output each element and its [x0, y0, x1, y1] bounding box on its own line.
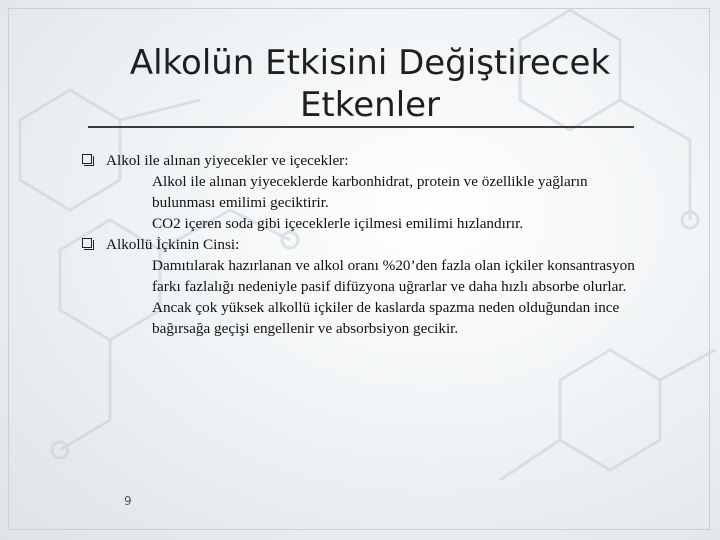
sub-item: Alkol ile alınan yiyeceklerde karbonhidrat, protein ve özellikle yağların bulunması emilimi geciktirir. [152, 173, 588, 211]
bullet-label: Alkol ile alınan yiyecekler ve içecekler: [106, 152, 349, 169]
bullet-label: Alkollü İçkinin Cinsi: [106, 236, 240, 253]
sub-item: Damıtılarak hazırlanan ve alkol oranı %20’den fazla olan içkiler konsantrasyon farkı fazlalığı nedeniyle pasif difüzyona uğrarlar ve daha hızlı absorbe olurlar. [152, 257, 635, 295]
bullet-item [82, 150, 642, 171]
slide-title [90, 42, 650, 126]
page-number: 9 [124, 494, 132, 508]
checkbox-bullet-icon [82, 238, 92, 248]
slide-body [82, 150, 642, 339]
checkbox-bullet-icon [82, 154, 92, 164]
title-underline [88, 126, 634, 128]
title-line-2: Etkenler [299, 85, 441, 125]
sub-item: CO2 içeren soda gibi içeceklerle içilmesi emilimi hızlandırır. [152, 215, 524, 232]
title-line-1: Alkolün Etkisini Değiştirecek [129, 43, 611, 83]
bullet-item [82, 234, 642, 255]
sub-item: Ancak çok yüksek alkollü içkiler de kaslarda spazma neden olduğundan ince bağırsağa geçişi engellenir ve absorbsiyon gecikir. [152, 299, 620, 337]
